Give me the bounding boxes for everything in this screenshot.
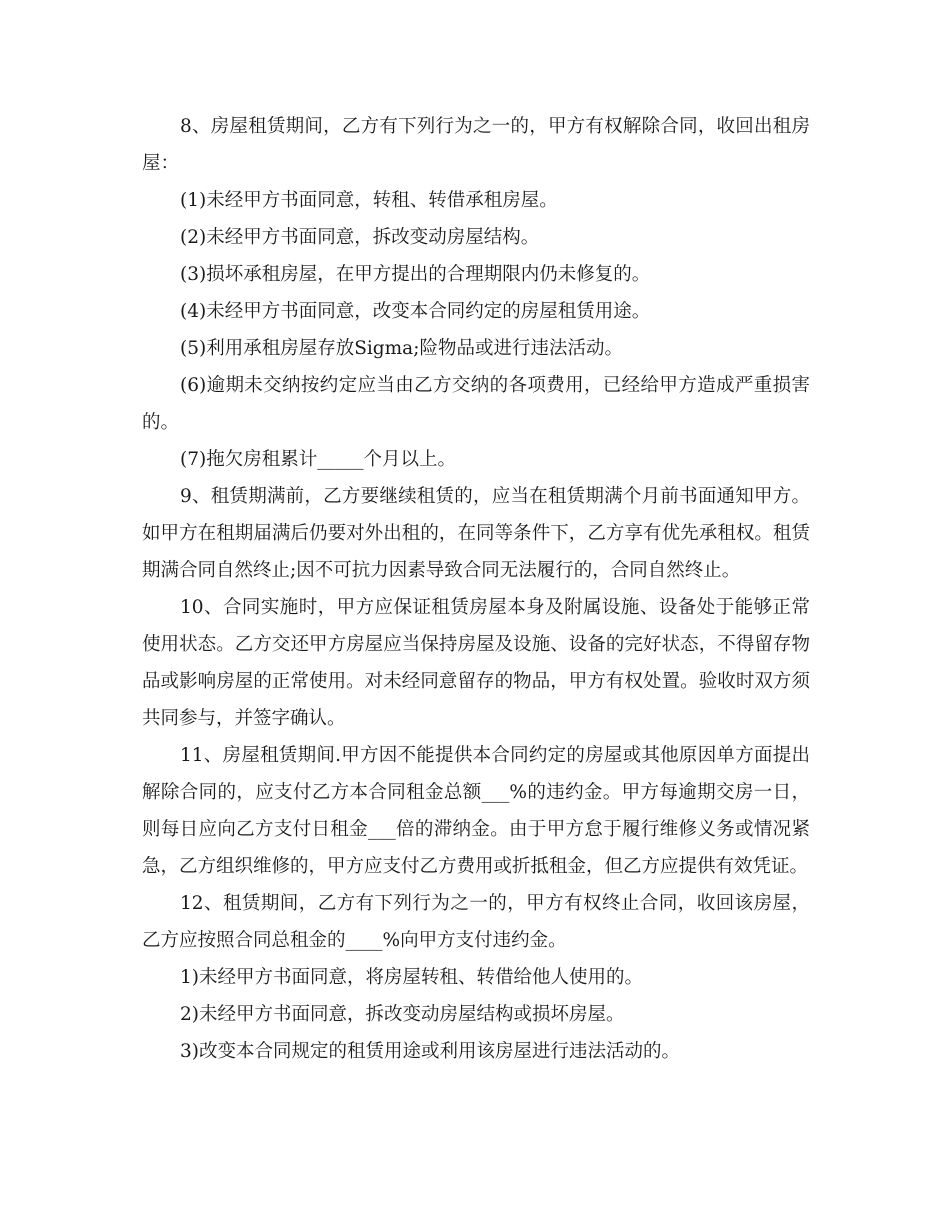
clause-8-item-3: (3)损坏承租房屋，在甲方提出的合理期限内仍未修复的。	[180, 264, 651, 285]
clause-10-paragraph: 10、合同实施时，甲方应保证租赁房屋本身及附属设施、设备处于能够正常使用状态。乙方交还甲方房屋应当保持房屋及设施、设备的完好状态，不得留存物品或影响房屋的正常使用。对未经同意留存的物品，甲方有权处置。验收时双方须共同参与，并签字确认。	[142, 597, 810, 729]
clause-8-item-4: (4)未经甲方书面同意，改变本合同约定的房屋租赁用途。	[180, 301, 651, 322]
clause-8-paragraph: 8、房屋租赁期间，乙方有下列行为之一的，甲方有权解除合同，收回出租房屋：	[142, 116, 810, 174]
clause-8-item-1: (1)未经甲方书面同意，转租、转借承租房屋。	[180, 190, 558, 211]
clause-8-item-5: (5)利用承租房屋存放Sigma;险物品或进行违法活动。	[180, 338, 623, 359]
document-page	[142, 108, 810, 1070]
clause-11-paragraph: 11、房屋租赁期间.甲方因不能提供本合同约定的房屋或其他原因单方面提出解除合同的，应支付乙方本合同租金总额___%的违约金。甲方每逾期交房一日，则每日应向乙方支付日租金___倍的滞纳金。由于甲方怠于履行维修义务或情况紧急，乙方组织维修的，甲方应支付乙方费用或折抵租金，但乙方应提供有效凭证。	[142, 745, 810, 877]
clause-12-item-2: 2)未经甲方书面同意，拆改变动房屋结构或损坏房屋。	[180, 1004, 625, 1025]
clause-9-paragraph: 9、租赁期满前，乙方要继续租赁的，应当在租赁期满个月前书面通知甲方。如甲方在租期届满后仍要对外出租的，在同等条件下，乙方享有优先承租权。租赁期满合同自然终止;因不可抗力因素导致合同无法履行的，合同自然终止。	[142, 486, 810, 581]
clause-8-item-2: (2)未经甲方书面同意，拆改变动房屋结构。	[180, 227, 540, 248]
clause-12-item-1: 1)未经甲方书面同意，将房屋转租、转借给他人使用的。	[180, 967, 643, 988]
clause-12-item-3: 3)改变本合同规定的租赁用途或利用该房屋进行违法活动的。	[180, 1041, 680, 1062]
clause-12-paragraph: 12、租赁期间，乙方有下列行为之一的，甲方有权终止合同，收回该房屋，乙方应按照合同总租金的____%向甲方支付违约金。	[142, 893, 810, 951]
clause-8-item-7: (7)拖欠房租累计_____个月以上。	[180, 449, 456, 470]
clause-8-item-6: (6)逾期未交纳按约定应当由乙方交纳的各项费用，已经给甲方造成严重损害的。	[142, 375, 810, 433]
